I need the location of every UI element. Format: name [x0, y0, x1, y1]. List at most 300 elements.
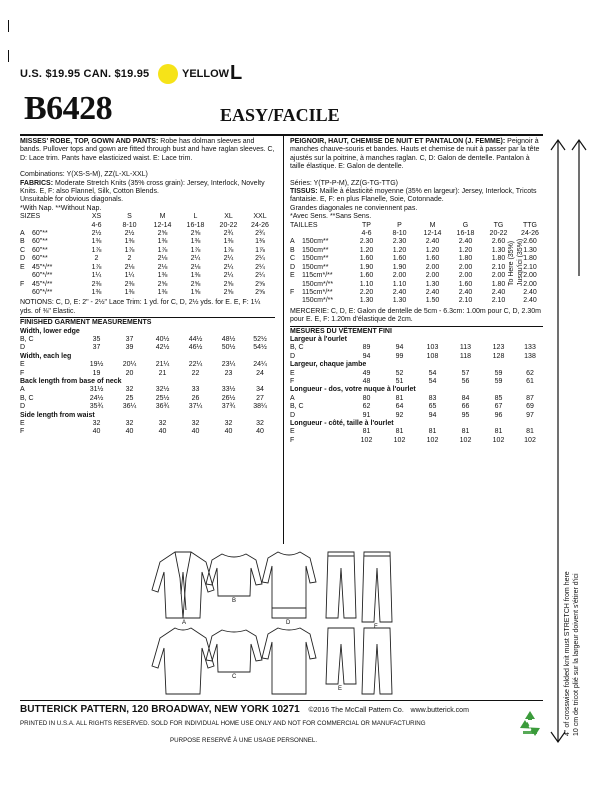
measurement-cell: 49 — [362, 369, 371, 377]
measurement-cell: 24¼ — [253, 361, 267, 369]
yardage-cell: 2.40 — [491, 288, 506, 296]
measurement-cell: E — [20, 420, 25, 427]
right-finished-title: MESURES DU VÊTEMENT FINI — [290, 327, 392, 335]
yardage-cell: 1.80 — [523, 255, 537, 263]
measurement-cell: 59 — [494, 377, 503, 385]
pants-icon — [326, 552, 356, 618]
measurement-cell: 34 — [256, 386, 264, 394]
yardage-cell: 2.40 — [458, 288, 473, 296]
measurement-cell: D — [20, 344, 26, 352]
measurement-cell: 62 — [362, 403, 371, 411]
left-desc: Robe has dolman sleeves and bands. Pullover tops and gown are fitted through bust and have raglan sleeves. C, D: Lace trim. Pants have elasticized waist. E: Lace trim. — [20, 138, 275, 162]
yardage-cell: 2¼ — [190, 255, 201, 263]
yardage-row — [20, 289, 275, 297]
yardage-cell: 1.30 — [392, 297, 407, 305]
measurement-cell: 61 — [526, 377, 534, 385]
yardage-cell: 150cm** — [302, 255, 329, 263]
measurement-cell: 102 — [393, 436, 406, 444]
long-pants-icon — [362, 552, 392, 622]
footer-address-line — [20, 704, 543, 715]
measurement-row — [290, 353, 543, 361]
measurement-cell: E — [290, 369, 295, 377]
measurement-cell: 102 — [360, 436, 373, 444]
yardage-cell: 2¼ — [223, 255, 234, 263]
measurement-cell: 32 — [158, 420, 167, 427]
measurement-cell: 22¼ — [188, 361, 203, 369]
gauge-top-en: To Here (35%) — [508, 240, 515, 286]
footer-purpose: PURPOSE RESERVÉ À UNE USAGE PERSONNEL. — [170, 737, 318, 744]
combinations: Combinations: Y(XS-S-M), ZZ(L-XL-XXL) — [20, 171, 148, 179]
measurement-cell: 113 — [459, 344, 472, 352]
measurement-cell: 21 — [158, 369, 167, 377]
size-sub-cell: 16-18 — [456, 230, 475, 238]
left-column — [20, 138, 275, 437]
yardage-cell: 115cm*/** — [302, 272, 333, 280]
yardage-cell: 2¼ — [223, 272, 234, 280]
size-sub-cell: 24-26 — [251, 221, 269, 229]
yardage-cell: 150cm*/** — [302, 297, 334, 305]
measurement-cell: A — [20, 386, 25, 394]
yardage-cell: 2.40 — [523, 297, 537, 305]
measurement-cell: D — [20, 403, 26, 411]
measurement-cell: 138 — [524, 352, 536, 360]
measurement-cell: 69 — [526, 403, 534, 411]
yardage-cell: 2⅝ — [223, 288, 234, 296]
difficulty: EASY/FACILE — [220, 105, 340, 125]
measurement-cell: D — [290, 352, 296, 360]
measurement-cell: 20 — [125, 369, 134, 377]
yardage-cell: 1⅜ — [223, 238, 234, 246]
measurement-cell: B, C — [20, 335, 34, 343]
footer-printed: PRINTED IN U.S.A. ALL RIGHTS RESERVED. SOLD FOR INDIVIDUAL HOME USE ONLY AND NOT FOR COMMERCIAL OR MANUFACTURING — [20, 720, 426, 727]
yardage-cell: 1⅞ — [223, 246, 234, 254]
measurement-cell: 103 — [426, 344, 439, 352]
yardage-cell: A — [290, 238, 295, 246]
yardage-cell: 1⅞ — [255, 246, 265, 254]
size-code: L — [230, 62, 243, 84]
yellow-dot-icon — [158, 64, 178, 84]
yardage-cell: 1⅜ — [157, 272, 168, 280]
measurement-label: Width, lower edge — [20, 327, 80, 335]
measurement-row — [20, 336, 275, 344]
measurement-cell: 27 — [256, 394, 264, 402]
measurement-row — [20, 395, 275, 403]
right-title: PEIGNOIR, HAUT, CHEMISE DE NUIT ET PANTALON (J. FEMME): — [290, 138, 506, 145]
yardage-cell: 115cm*/** — [302, 288, 333, 296]
size-header-cell: S — [127, 213, 132, 221]
yardage-cell: 1.20 — [392, 246, 407, 254]
yardage-row — [20, 247, 275, 255]
size-sub-cell: 20-22 — [219, 221, 238, 229]
measurement-cell: 81 — [461, 428, 470, 436]
measurement-cell: 38¼ — [253, 403, 267, 411]
measurement-cell: 39 — [125, 344, 134, 352]
measurement-cell: 32½ — [155, 386, 170, 394]
measurement-cell: 46½ — [188, 344, 203, 352]
crop-mark — [8, 20, 9, 32]
measurement-cell: 99 — [395, 352, 404, 360]
nap-note: *With Nap. **Without Nap. — [20, 204, 102, 212]
yardage-cell: 1⅝ — [190, 288, 201, 296]
yardage-row — [290, 297, 543, 305]
yardage-cell: 2.10 — [458, 297, 473, 305]
measurement-label: Largeur à l'ourlet — [290, 335, 347, 343]
yardage-cell: 2¾ — [223, 230, 234, 238]
measurement-cell: 123 — [492, 344, 505, 352]
measurement-cell: A — [290, 394, 295, 402]
measurement-cell: 95 — [461, 411, 470, 419]
yardage-cell: 1.60 — [359, 272, 374, 280]
yardage-cell: 1.90 — [359, 263, 374, 271]
yardage-cell: E — [290, 272, 295, 280]
finished-title: FINISHED GARMENT MEASUREMENTS — [20, 319, 152, 327]
notions: NOTIONS: C, D, E: 2" - 2½" Lace Trim: 1 yd. for C, D, 2½ yds. for E. E, F: 1¼ yds. of ⅜" Elastic. — [20, 299, 261, 315]
gauge-instruction-en: 4" of crosswise folded knit must STRETCH from here — [564, 571, 571, 736]
yardage-cell: 1.80 — [458, 255, 473, 263]
yardage-row — [290, 264, 543, 272]
measurement-cell: D — [290, 411, 296, 419]
measurement-cell: F — [20, 428, 25, 436]
yardage-cell: 2.20 — [359, 288, 374, 296]
yardage-cell: 2⅝ — [255, 288, 265, 296]
measurement-cell: 40 — [158, 428, 167, 436]
yardage-row — [290, 272, 543, 280]
garment-label-c: C — [232, 674, 237, 680]
yardage-cell: 2½ — [124, 230, 135, 238]
measurement-cell: 92 — [395, 411, 404, 419]
measurement-cell: 89 — [362, 344, 371, 352]
measurement-cell: 91 — [362, 411, 371, 419]
yardage-cell: 1⅜ — [190, 238, 201, 246]
measurement-cell: 32 — [191, 420, 200, 427]
measurement-cell: 128 — [492, 352, 505, 360]
measurement-cell: 35 — [92, 335, 101, 343]
measurement-row — [290, 344, 543, 352]
garment-illustrations — [150, 548, 400, 698]
measurement-cell: 24 — [256, 369, 264, 377]
yardage-cell: 2¾ — [255, 230, 265, 238]
measurement-cell: 20¼ — [122, 361, 137, 369]
tissus — [290, 188, 543, 205]
measurement-cell: 102 — [492, 436, 505, 444]
yardage-cell: 1.10 — [359, 280, 374, 288]
yardage-cell: 2.60 — [491, 238, 506, 246]
size-header-cell: XS — [91, 213, 102, 221]
measurement-cell: 40 — [256, 428, 264, 436]
size-header-cell: SIZES — [20, 213, 41, 221]
size-sub-cell: 24-26 — [521, 230, 539, 238]
measurement-cell: 102 — [459, 436, 472, 444]
measurement-cell: 36¾ — [155, 403, 170, 411]
size-sub-cell: 12-14 — [153, 221, 172, 229]
garment-label-b: B — [232, 598, 237, 604]
size-header-cell: TAILLES — [290, 221, 318, 229]
measurement-row — [290, 403, 543, 411]
measurement-cell: 33½ — [221, 386, 236, 394]
measurement-cell: 24½ — [89, 394, 104, 402]
measurement-label: Longueur - dos, votre nuque à l'ourlet — [290, 386, 416, 394]
size-header-cell: TG — [493, 221, 504, 229]
yardage-cell: 2¼ — [255, 272, 265, 280]
measurement-cell: 19 — [92, 369, 101, 377]
robe-icon — [152, 552, 214, 618]
yardage-cell: F — [290, 288, 295, 296]
yardage-cell: A — [20, 230, 25, 238]
measurement-cell: 108 — [426, 352, 439, 360]
measurement-label: Longueur - côté, taille à l'ourlet — [290, 420, 394, 427]
measurement-cell: 37¼ — [188, 403, 203, 411]
yardage-cell: 1⅞ — [91, 263, 102, 271]
crop-mark — [8, 50, 9, 62]
column-divider — [283, 136, 284, 544]
size-header-cell: XXL — [253, 213, 267, 221]
yardage-cell: 2.00 — [425, 263, 440, 271]
measurement-cell: 25 — [125, 394, 134, 402]
measurement-label: Side length from waist — [20, 411, 95, 419]
measurement-row — [20, 361, 275, 369]
measurement-row — [290, 437, 543, 445]
yardage-cell: 1.60 — [392, 255, 407, 263]
measurement-row — [290, 395, 543, 403]
measurement-cell: 85 — [494, 394, 503, 402]
measurement-cell: 26½ — [221, 394, 236, 402]
measurement-cell: 48 — [362, 377, 371, 385]
yardage-cell: 2¼ — [223, 263, 234, 271]
measurement-cell: 81 — [395, 394, 404, 402]
measurement-cell: F — [290, 436, 295, 444]
yardage-cell: 2⅝ — [157, 280, 168, 288]
measurement-cell: 50½ — [221, 344, 236, 352]
yardage-cell: 2.00 — [392, 272, 407, 280]
measurement-cell: 81 — [526, 428, 534, 436]
right-nap-note: *Avec Sens. **Sans Sens. — [290, 213, 372, 221]
garment-drawings — [150, 548, 400, 698]
yardage-cell: 2.00 — [523, 280, 537, 288]
size-sub-cell: 8-10 — [122, 221, 137, 229]
yardage-cell: 1.80 — [491, 280, 506, 288]
header-rule — [20, 134, 543, 136]
fabrics-text: Moderate Stretch Knits (35% cross grain): Jersey, Interlock, Novelty Knits. E, F: also Flannel, Silk, Cotton Blends. — [20, 179, 265, 196]
yardage-cell: 1.20 — [425, 246, 440, 254]
measurement-cell: 51 — [395, 377, 404, 385]
size-header-cell: TP — [362, 221, 371, 229]
yardage-cell: 2.00 — [425, 272, 440, 280]
gauge-instruction-fr-text: 10 cm de tricot plié sur la largeur doivent s'étirer d'ici — [573, 573, 580, 736]
yardage-cell: 1.30 — [425, 280, 440, 288]
measurement-cell: 25½ — [155, 394, 170, 402]
yardage-cell: E — [20, 263, 25, 271]
size-header-cell: M — [429, 221, 436, 229]
measurement-cell: 21¼ — [155, 361, 170, 369]
sizes-sub-row — [20, 222, 275, 230]
yardage-cell: B — [20, 238, 25, 246]
yardage-cell: 2⅝ — [190, 230, 201, 238]
measurement-cell: 64 — [395, 403, 404, 411]
size-header-cell: L — [193, 213, 198, 221]
yardage-row — [290, 238, 543, 246]
yardage-cell: 2.00 — [458, 272, 473, 280]
measurement-cell: 54 — [428, 369, 437, 377]
gauge-instruction-fr — [573, 336, 581, 736]
yardage-row — [20, 281, 275, 289]
yardage-cell: 1.30 — [359, 297, 374, 305]
yardage-cell: 1¼ — [91, 272, 102, 280]
measurement-cell: E — [20, 361, 25, 369]
yardage-cell: 2⅛ — [157, 263, 168, 271]
yardage-cell: 1.10 — [392, 280, 407, 288]
yardage-cell: 2⅝ — [190, 280, 201, 288]
measurement-cell: 81 — [362, 428, 371, 436]
yardage-cell: 150cm** — [302, 238, 329, 246]
measurement-cell: 62 — [526, 369, 534, 377]
yardage-cell: 1⅜ — [157, 288, 168, 296]
yardage-row — [20, 230, 275, 238]
yardage-cell — [20, 272, 32, 280]
measurement-cell: 48½ — [221, 335, 236, 343]
measurement-cell: B, C — [290, 403, 304, 411]
top-icon — [206, 554, 262, 596]
yardage-cell: 2.00 — [458, 263, 473, 271]
yardage-cell: 1⅜ — [255, 238, 265, 246]
yardage-cell: 2⅝ — [255, 280, 265, 288]
right-finished-rule — [290, 326, 543, 327]
yardage-cell: 2⅝ — [157, 230, 168, 238]
yardage-cell: 2.40 — [425, 288, 440, 296]
pattern-number: B6428 — [24, 90, 113, 127]
measurement-cell: 81 — [395, 428, 404, 436]
yardage-cell: C — [290, 255, 296, 263]
measurement-cell: 67 — [494, 403, 503, 411]
measurement-cell: 57 — [461, 369, 470, 377]
measurement-cell: 133 — [524, 344, 536, 352]
size-header-cell: M — [159, 213, 166, 221]
left-description — [20, 138, 275, 163]
tissus-label: TISSUS: — [290, 188, 318, 196]
yardage-cell: 1⅜ — [91, 238, 102, 246]
measurement-cell: 37¾ — [221, 403, 236, 411]
measurement-cell: 52 — [395, 369, 404, 377]
measurement-row — [290, 428, 543, 436]
sizes-sub-row — [290, 230, 543, 238]
yardage-cell: 150cm** — [302, 246, 329, 254]
yardage-cell: 2⅛ — [190, 263, 201, 271]
measurement-cell: 80 — [362, 394, 371, 402]
yardage-cell: 2.40 — [523, 288, 537, 296]
measurement-row — [290, 378, 543, 386]
measurements-table — [20, 328, 275, 437]
yardage-cell: 2¼ — [255, 255, 265, 263]
yardage-cell: 1⅜ — [190, 272, 201, 280]
sizes-header-row — [290, 222, 543, 230]
garment-label-e: E — [338, 686, 343, 692]
right-description — [290, 138, 543, 172]
measurement-cell: 94 — [395, 344, 404, 352]
measurement-cell: 33 — [191, 386, 200, 394]
yardage-cell: 1.60 — [425, 255, 440, 263]
yardage-cell: 1⅜ — [157, 238, 168, 246]
unsuitable: Unsuitable for obvious diagonals. — [20, 196, 124, 204]
yardage-cell: 45"*/** — [32, 280, 53, 288]
yardage-cell: 1.60 — [359, 255, 374, 263]
yardage-cell: 1.80 — [491, 255, 506, 263]
yardage-cell: 1⅜ — [124, 238, 135, 246]
yardage-cell: 1⅜ — [124, 288, 135, 296]
yardage-cell: 1⅞ — [124, 246, 135, 254]
gauge-top-fr: Jusqu'ici (35%) — [517, 238, 524, 286]
measurement-cell: 19½ — [89, 361, 104, 369]
yardage-cell: 2.00 — [523, 272, 537, 280]
yardage-cell: 1.30 — [523, 246, 537, 254]
fabrics-label: FABRICS: — [20, 179, 54, 187]
measurement-cell: 40 — [92, 428, 101, 436]
measurement-cell: 23¼ — [221, 361, 236, 369]
size-sub-cell: 16-18 — [186, 221, 205, 229]
yardage-cell: 2.40 — [458, 238, 473, 246]
yardage-row — [20, 264, 275, 272]
garment-label-a: A — [182, 620, 187, 626]
measurement-cell: 54 — [428, 377, 437, 385]
yardage-cell: 2.10 — [491, 297, 506, 305]
measurement-row — [20, 428, 275, 436]
size-sub-cell: 20-22 — [489, 230, 508, 238]
yardage-cell: F — [20, 280, 25, 288]
measurement-cell: B, C — [290, 344, 304, 352]
left-title: MISSES' ROBE, TOP, GOWN AND PANTS: — [20, 138, 159, 145]
sizes-table — [20, 213, 275, 297]
measurement-cell: 102 — [524, 436, 536, 444]
measurement-cell: 42½ — [155, 344, 170, 352]
size-sub-cell — [20, 222, 80, 230]
measurement-row — [290, 370, 543, 378]
measurement-cell: 22 — [191, 369, 200, 377]
size-sub-cell — [290, 230, 350, 238]
measurement-cell: 56 — [461, 377, 470, 385]
measurement-row — [290, 412, 543, 420]
size-sub-cell: 12-14 — [423, 230, 442, 238]
series: Séries: Y(TP-P-M), ZZ(G-TG-TTG) — [290, 179, 398, 187]
measurement-cell: 94 — [428, 411, 437, 419]
measurement-cell: 66 — [461, 403, 470, 411]
right-unsuitable: Grandes diagonales ne conviennent pas. — [290, 204, 418, 212]
fabrics — [20, 180, 275, 197]
yardage-cell — [20, 289, 32, 297]
measurement-cell: 97 — [526, 411, 534, 419]
measurement-cell: 81 — [428, 428, 437, 436]
size-header-cell: TTG — [523, 221, 537, 229]
measurement-cell: 32 — [125, 386, 134, 394]
measurement-cell: 37 — [92, 344, 101, 352]
measurement-cell: F — [20, 369, 25, 377]
size-sub-cell: 8-10 — [392, 230, 407, 238]
yardage-cell: 60"** — [32, 255, 48, 263]
measurement-cell: 54½ — [253, 344, 267, 352]
right-column — [290, 138, 543, 445]
gauge-label-top — [508, 136, 516, 286]
measurement-cell: 44½ — [188, 335, 203, 343]
yardage-cell: 150cm*/** — [302, 280, 334, 288]
sizes-header-row — [20, 213, 275, 221]
measurement-cell: 59 — [494, 369, 503, 377]
yardage-cell: 1.60 — [458, 280, 473, 288]
yardage-cell: 2.30 — [359, 238, 374, 246]
price-line — [20, 68, 149, 80]
yardage-row — [290, 247, 543, 255]
measurement-cell: B, C — [20, 394, 34, 402]
measurement-cell: 26 — [191, 394, 200, 402]
yardage-cell: 2⅜ — [124, 280, 135, 288]
measurement-row — [20, 403, 275, 411]
measurement-cell: 36¼ — [122, 403, 137, 411]
